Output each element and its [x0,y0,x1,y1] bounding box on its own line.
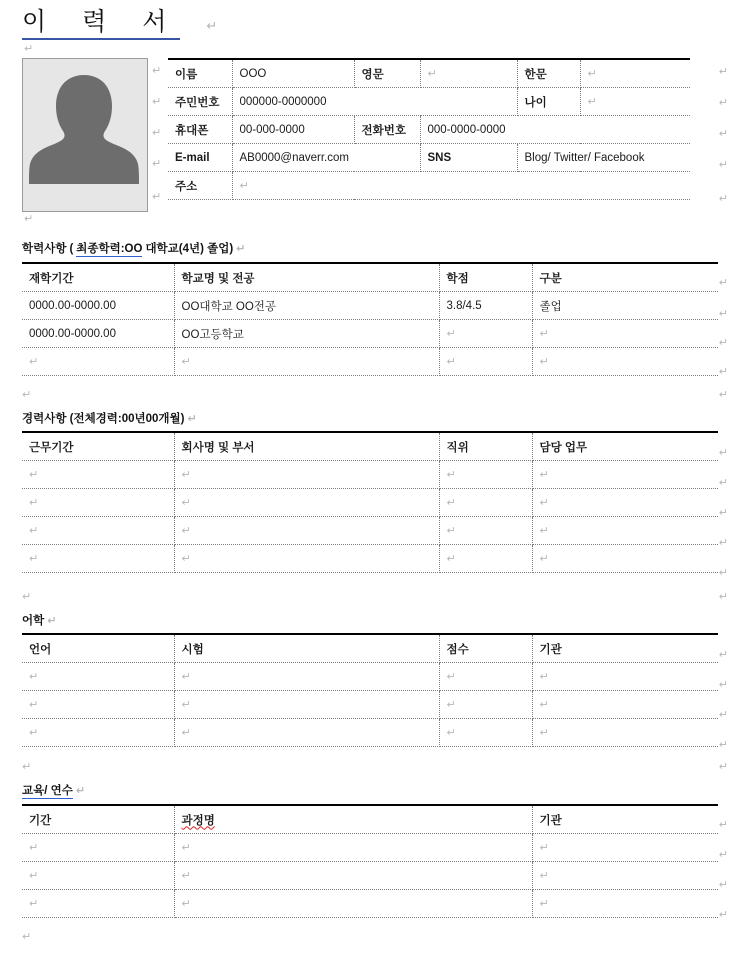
pilcrow-mark: ↵ [181,524,191,537]
table-cell[interactable] [22,517,174,545]
pilcrow-mark: ↵ [718,536,728,549]
table-cell[interactable]: OO대학교 OO전공 [174,292,439,320]
section-education [22,240,718,376]
section-heading [22,612,718,628]
column-header: 학교명 및 전공 [174,263,439,292]
pilcrow-mark: ↵ [152,64,162,77]
table-cell[interactable]: 0000.00-0000.00 [22,320,174,348]
field-label: 영문 [354,59,420,88]
table-row [168,144,690,172]
table-row [22,663,718,691]
table-cell[interactable]: OO고등학교 [174,320,439,348]
pilcrow-mark: ↵ [29,869,39,882]
pilcrow-mark: ↵ [718,446,728,459]
table-cell[interactable] [22,348,174,376]
table-row [22,545,718,573]
table-row [22,489,718,517]
table-cell[interactable] [532,862,718,890]
section-heading-paren: ( [69,243,74,255]
table-cell[interactable] [532,834,718,862]
pilcrow-mark: ↵ [47,614,57,627]
field-label: 주소 [168,172,232,200]
table-row [168,116,690,144]
pilcrow-mark: ↵ [29,355,39,368]
pilcrow-mark: ↵ [539,698,549,711]
pilcrow-mark: ↵ [718,65,728,78]
table-row [22,862,718,890]
column-header: 점수 [439,634,532,663]
pilcrow-mark: ↵ [29,897,39,910]
pilcrow-mark: ↵ [718,908,728,921]
pilcrow-mark: ↵ [539,670,549,683]
pilcrow-mark: ↵ [187,412,197,425]
section-heading [22,240,718,257]
pilcrow-mark: ↵ [152,190,162,203]
pilcrow-mark: ↵ [181,670,191,683]
pilcrow-mark: ↵ [29,670,39,683]
field-value[interactable]: OOO [232,59,354,88]
table-cell[interactable] [532,461,718,489]
table-cell[interactable] [174,890,532,918]
pilcrow-mark: ↵ [446,726,456,739]
pilcrow-mark: ↵ [718,878,728,891]
pilcrow-mark: ↵ [718,506,728,519]
pilcrow-mark: ↵ [539,496,549,509]
pilcrow-mark: ↵ [446,524,456,537]
pilcrow-mark: ↵ [718,336,728,349]
pilcrow-mark: ↵ [718,276,728,289]
table-cell[interactable]: 졸업 [532,292,718,320]
field-value[interactable] [580,88,690,116]
section-training [22,782,718,918]
pilcrow-mark: ↵ [539,524,549,537]
pilcrow-mark: ↵ [446,468,456,481]
table-header-row [22,634,718,663]
pilcrow-mark: ↵ [718,307,728,320]
title-row [22,6,217,40]
pilcrow-mark: ↵ [718,566,728,579]
field-value[interactable]: Blog/ Twitter/ Facebook [517,144,690,172]
pilcrow-mark: ↵ [75,784,86,797]
table-cell[interactable] [439,517,532,545]
table-cell[interactable] [174,348,439,376]
pilcrow-mark: ↵ [181,552,191,565]
table-cell[interactable] [174,834,532,862]
pilcrow-mark: ↵ [539,355,549,368]
pilcrow-mark: ↵ [181,726,191,739]
column-header: 언어 [22,634,174,663]
section-heading-underlined: 최종학력:OO [76,240,142,257]
pilcrow-mark: ↵ [152,126,162,139]
pilcrow-mark: ↵ [24,42,34,55]
table-cell[interactable] [174,691,439,719]
section-career [22,410,718,573]
pilcrow-mark: ↵ [718,738,728,751]
pilcrow-mark: ↵ [718,158,728,171]
section-heading-text: 학력사항 [22,243,67,255]
pilcrow-mark: ↵ [181,355,191,368]
section-heading-text: 경력사항 (전체경력:00년00개월) [22,413,185,425]
table-row [168,88,690,116]
pilcrow-mark: ↵ [206,19,218,34]
table-row [22,691,718,719]
pilcrow-mark: ↵ [539,841,549,854]
pilcrow-mark: ↵ [587,67,597,80]
table-cell[interactable] [532,663,718,691]
pilcrow-mark: ↵ [446,552,456,565]
column-header: 시험 [174,634,439,663]
section-heading [22,782,718,799]
field-value[interactable] [580,59,690,88]
pilcrow-mark: ↵ [239,179,249,192]
pilcrow-mark: ↵ [539,726,549,739]
pilcrow-mark: ↵ [29,726,39,739]
table-cell[interactable] [532,719,718,747]
section-heading-underlined: 교육/ 연수 [22,782,73,799]
field-value[interactable]: AB0000@naverr.com [232,144,420,172]
column-header: 재학기간 [22,263,174,292]
pilcrow-mark: ↵ [718,708,728,721]
column-header [174,805,532,834]
pilcrow-mark: ↵ [181,468,191,481]
section-heading-text: 어학 [22,615,45,627]
table-row [22,292,718,320]
pilcrow-mark: ↵ [181,897,191,910]
language-table [22,633,718,747]
pilcrow-mark: ↵ [22,388,32,401]
table-cell[interactable] [174,545,439,573]
pilcrow-mark: ↵ [446,355,456,368]
field-value[interactable] [420,59,517,88]
section-heading [22,410,718,426]
pilcrow-mark: ↵ [587,95,597,108]
section-language [22,612,718,747]
field-label: 이름 [168,59,232,88]
column-header: 근무기간 [22,432,174,461]
table-cell[interactable] [174,489,439,517]
pilcrow-mark: ↵ [29,496,39,509]
pilcrow-mark: ↵ [29,698,39,711]
table-cell[interactable] [174,719,439,747]
pilcrow-mark: ↵ [446,698,456,711]
table-cell[interactable] [439,545,532,573]
pilcrow-mark: ↵ [539,869,549,882]
person-silhouette-icon [23,59,145,209]
table-cell[interactable] [22,663,174,691]
photo-placeholder[interactable] [22,58,148,212]
pilcrow-mark: ↵ [29,552,39,565]
pilcrow-mark: ↵ [718,388,728,401]
table-cell[interactable] [22,834,174,862]
table-cell[interactable]: 3.8/4.5 [439,292,532,320]
field-value[interactable]: 000-0000-0000 [420,116,690,144]
table-cell[interactable] [532,545,718,573]
table-cell[interactable] [22,461,174,489]
field-label: 주민번호 [168,88,232,116]
pilcrow-mark: ↵ [181,841,191,854]
field-label: 휴대폰 [168,116,232,144]
pilcrow-mark: ↵ [718,476,728,489]
column-header: 기간 [22,805,174,834]
pilcrow-mark: ↵ [236,242,246,255]
pilcrow-mark: ↵ [152,95,162,108]
column-header: 학점 [439,263,532,292]
pilcrow-mark: ↵ [718,818,728,831]
table-cell[interactable] [439,719,532,747]
table-row [22,320,718,348]
pilcrow-mark: ↵ [152,157,162,170]
table-cell[interactable] [439,320,532,348]
field-label: 나이 [517,88,580,116]
pilcrow-mark: ↵ [718,365,728,378]
table-cell[interactable]: 0000.00-0000.00 [22,292,174,320]
table-cell[interactable] [22,489,174,517]
table-cell[interactable] [439,691,532,719]
table-cell[interactable] [174,461,439,489]
pilcrow-mark: ↵ [427,67,437,80]
pilcrow-mark: ↵ [446,327,456,340]
career-table [22,431,718,573]
column-header: 기관 [532,805,718,834]
education-table [22,262,718,376]
table-cell[interactable] [532,320,718,348]
field-value[interactable] [232,172,690,200]
field-label: 전화번호 [354,116,420,144]
pilcrow-mark: ↵ [446,670,456,683]
table-header-row [22,432,718,461]
table-cell[interactable] [439,348,532,376]
pilcrow-mark: ↵ [181,496,191,509]
pilcrow-mark: ↵ [181,698,191,711]
pilcrow-mark: ↵ [718,678,728,691]
page-title: 이 력 서 [22,6,180,40]
field-label: E-mail [168,144,232,172]
table-cell[interactable] [22,545,174,573]
table-cell[interactable] [532,348,718,376]
field-value[interactable]: 000000-0000000 [232,88,517,116]
pilcrow-mark: ↵ [29,524,39,537]
pilcrow-mark: ↵ [181,869,191,882]
pilcrow-mark: ↵ [539,468,549,481]
pilcrow-mark: ↵ [718,192,728,205]
field-value[interactable]: 00-000-0000 [232,116,354,144]
personal-info-table [168,58,690,200]
table-row [22,834,718,862]
table-cell[interactable] [174,517,439,545]
table-row [22,348,718,376]
pilcrow-mark: ↵ [22,760,32,773]
pilcrow-mark: ↵ [539,552,549,565]
training-table [22,804,718,918]
column-header: 구분 [532,263,718,292]
section-heading-rest: 대학교(4년) 졸업) [145,243,234,255]
column-header: 담당 업무 [532,432,718,461]
table-row [22,517,718,545]
field-label: SNS [420,144,517,172]
pilcrow-mark: ↵ [718,127,728,140]
pilcrow-mark: ↵ [718,848,728,861]
table-cell[interactable] [439,489,532,517]
pilcrow-mark: ↵ [539,897,549,910]
pilcrow-mark: ↵ [718,760,728,773]
table-row [22,461,718,489]
pilcrow-mark: ↵ [22,930,32,943]
table-cell[interactable] [22,691,174,719]
table-cell[interactable] [22,862,174,890]
table-row [168,172,690,200]
pilcrow-mark: ↵ [446,496,456,509]
pilcrow-mark: ↵ [718,648,728,661]
table-header-row [22,263,718,292]
pilcrow-mark: ↵ [718,96,728,109]
field-label: 한문 [517,59,580,88]
table-cell[interactable] [439,663,532,691]
table-row [22,890,718,918]
pilcrow-mark: ↵ [539,327,549,340]
column-header: 직위 [439,432,532,461]
pilcrow-mark: ↵ [22,590,32,603]
column-header: 회사명 및 부서 [174,432,439,461]
table-cell[interactable] [439,461,532,489]
table-row [22,719,718,747]
pilcrow-mark: ↵ [29,468,39,481]
pilcrow-mark: ↵ [718,590,728,603]
column-header-misspelled: 과정명 [181,814,215,827]
table-header-row [22,805,718,834]
table-cell[interactable] [174,862,532,890]
table-cell[interactable] [532,517,718,545]
table-cell[interactable] [22,719,174,747]
pilcrow-mark: ↵ [24,212,34,225]
table-cell[interactable] [532,489,718,517]
table-cell[interactable] [532,691,718,719]
table-cell[interactable] [532,890,718,918]
pilcrow-mark: ↵ [29,841,39,854]
table-cell[interactable] [174,663,439,691]
table-cell[interactable] [22,890,174,918]
table-row [168,59,690,88]
column-header: 기관 [532,634,718,663]
